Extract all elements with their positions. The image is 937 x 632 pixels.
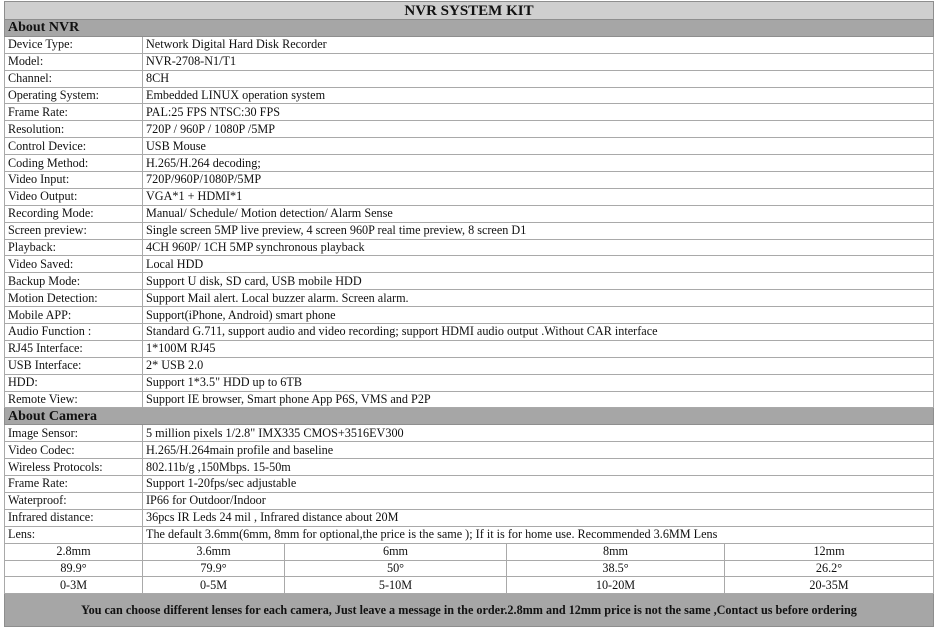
spec-label: Audio Function : xyxy=(5,324,143,341)
spec-label: Video Output: xyxy=(5,188,143,205)
spec-value: Manual/ Schedule/ Motion detection/ Alarm Sense xyxy=(143,205,934,222)
spec-value: 8CH xyxy=(143,70,934,87)
spec-label: RJ45 Interface: xyxy=(5,340,143,357)
spec-label: Image Sensor: xyxy=(5,425,143,442)
spec-label: Video Input: xyxy=(5,172,143,189)
spec-value: The default 3.6mm(6mm, 8mm for optional,the price is the same ); If it is for home use. Recommended 3.6MM Lens xyxy=(143,526,934,543)
spec-row xyxy=(5,53,934,70)
spec-value: 5 million pixels 1/2.8" IMX335 CMOS+3516EV300 xyxy=(143,425,934,442)
spec-value: H.265/H.264main profile and baseline xyxy=(143,442,934,459)
spec-value: 720P / 960P / 1080P /5MP xyxy=(143,121,934,138)
spec-row xyxy=(5,357,934,374)
spec-value: H.265/H.264 decoding; xyxy=(143,155,934,172)
spec-row xyxy=(5,374,934,391)
spec-label: USB Interface: xyxy=(5,357,143,374)
spec-row xyxy=(5,121,934,138)
spec-label: Operating System: xyxy=(5,87,143,104)
spec-row xyxy=(5,459,934,476)
spec-row xyxy=(5,290,934,307)
lens-angle-cell: 89.9° xyxy=(5,560,143,577)
spec-row xyxy=(5,324,934,341)
lens-distance-cell: 10-20M xyxy=(507,577,725,594)
spec-sheet xyxy=(4,1,933,627)
spec-row xyxy=(5,526,934,543)
page-title: NVR SYSTEM KIT xyxy=(5,2,934,20)
spec-row xyxy=(5,155,934,172)
spec-value: Support 1*3.5" HDD up to 6TB xyxy=(143,374,934,391)
spec-label: Mobile APP: xyxy=(5,307,143,324)
spec-value: Local HDD xyxy=(143,256,934,273)
lens-angle-cell: 79.9° xyxy=(143,560,285,577)
title-row xyxy=(5,2,934,20)
spec-row xyxy=(5,188,934,205)
spec-row xyxy=(5,222,934,239)
section-header-nvr xyxy=(5,20,934,37)
spec-label: Video Saved: xyxy=(5,256,143,273)
lens-distance-cell: 20-35M xyxy=(725,577,934,594)
lens-focal-cell: 12mm xyxy=(725,543,934,560)
spec-label: Motion Detection: xyxy=(5,290,143,307)
spec-table xyxy=(4,1,934,627)
spec-label: Screen preview: xyxy=(5,222,143,239)
lens-angle-cell: 38.5° xyxy=(507,560,725,577)
spec-row xyxy=(5,391,934,408)
spec-label: Backup Mode: xyxy=(5,273,143,290)
lens-angle-cell: 50° xyxy=(285,560,507,577)
spec-value: 802.11b/g ,150Mbps. 15-50m xyxy=(143,459,934,476)
spec-label: Coding Method: xyxy=(5,155,143,172)
footer-note: You can choose different lenses for each camera, Just leave a message in the order.2.8mm and 12mm price is not the same ,Contact us before ordering xyxy=(5,594,934,627)
lens-focal-row xyxy=(5,543,934,560)
spec-value: Support 1-20fps/sec adjustable xyxy=(143,476,934,493)
spec-value: Support IE browser, Smart phone App P6S, VMS and P2P xyxy=(143,391,934,408)
spec-label: Wireless Protocols: xyxy=(5,459,143,476)
spec-label: Model: xyxy=(5,53,143,70)
spec-row xyxy=(5,138,934,155)
lens-focal-cell: 6mm xyxy=(285,543,507,560)
spec-value: USB Mouse xyxy=(143,138,934,155)
lens-angle-row xyxy=(5,560,934,577)
spec-value: Support Mail alert. Local buzzer alarm. Screen alarm. xyxy=(143,290,934,307)
spec-value: PAL:25 FPS NTSC:30 FPS xyxy=(143,104,934,121)
lens-focal-cell: 8mm xyxy=(507,543,725,560)
lens-angle-cell: 26.2° xyxy=(725,560,934,577)
spec-row xyxy=(5,340,934,357)
spec-row xyxy=(5,36,934,53)
lens-distance-cell: 0-5M xyxy=(143,577,285,594)
spec-label: Recording Mode: xyxy=(5,205,143,222)
spec-row xyxy=(5,509,934,526)
spec-row xyxy=(5,442,934,459)
spec-value: Support(iPhone, Android) smart phone xyxy=(143,307,934,324)
spec-value: Embedded LINUX operation system xyxy=(143,87,934,104)
spec-row xyxy=(5,239,934,256)
spec-value: IP66 for Outdoor/Indoor xyxy=(143,492,934,509)
spec-row xyxy=(5,425,934,442)
section-title: About NVR xyxy=(5,20,934,37)
spec-row xyxy=(5,104,934,121)
spec-row xyxy=(5,205,934,222)
spec-row xyxy=(5,476,934,493)
spec-label: Device Type: xyxy=(5,36,143,53)
spec-row xyxy=(5,70,934,87)
spec-value: 36pcs IR Leds 24 mil , Infrared distance about 20M xyxy=(143,509,934,526)
section-title: About Camera xyxy=(5,408,934,425)
spec-row xyxy=(5,172,934,189)
spec-value: Standard G.711, support audio and video recording; support HDMI audio output .Without CAR interface xyxy=(143,324,934,341)
lens-distance-row xyxy=(5,577,934,594)
spec-value: Single screen 5MP live preview, 4 screen 960P real time preview, 8 screen D1 xyxy=(143,222,934,239)
spec-row xyxy=(5,273,934,290)
spec-label: Control Device: xyxy=(5,138,143,155)
spec-row xyxy=(5,87,934,104)
spec-value: 1*100M RJ45 xyxy=(143,340,934,357)
spec-value: 4CH 960P/ 1CH 5MP synchronous playback xyxy=(143,239,934,256)
section-header-camera xyxy=(5,408,934,425)
spec-label: Frame Rate: xyxy=(5,104,143,121)
spec-row xyxy=(5,256,934,273)
spec-value: 720P/960P/1080P/5MP xyxy=(143,172,934,189)
spec-row xyxy=(5,307,934,324)
spec-label: Waterproof: xyxy=(5,492,143,509)
spec-label: HDD: xyxy=(5,374,143,391)
lens-focal-cell: 3.6mm xyxy=(143,543,285,560)
spec-value: Network Digital Hard Disk Recorder xyxy=(143,36,934,53)
spec-label: Lens: xyxy=(5,526,143,543)
spec-label: Frame Rate: xyxy=(5,476,143,493)
footer-row xyxy=(5,594,934,627)
spec-value: 2* USB 2.0 xyxy=(143,357,934,374)
lens-focal-cell: 2.8mm xyxy=(5,543,143,560)
spec-label: Infrared distance: xyxy=(5,509,143,526)
lens-distance-cell: 5-10M xyxy=(285,577,507,594)
spec-label: Video Codec: xyxy=(5,442,143,459)
spec-label: Remote View: xyxy=(5,391,143,408)
lens-distance-cell: 0-3M xyxy=(5,577,143,594)
spec-label: Resolution: xyxy=(5,121,143,138)
spec-value: Support U disk, SD card, USB mobile HDD xyxy=(143,273,934,290)
spec-value: VGA*1 + HDMI*1 xyxy=(143,188,934,205)
spec-row xyxy=(5,492,934,509)
spec-label: Channel: xyxy=(5,70,143,87)
spec-value: NVR-2708-N1/T1 xyxy=(143,53,934,70)
spec-label: Playback: xyxy=(5,239,143,256)
